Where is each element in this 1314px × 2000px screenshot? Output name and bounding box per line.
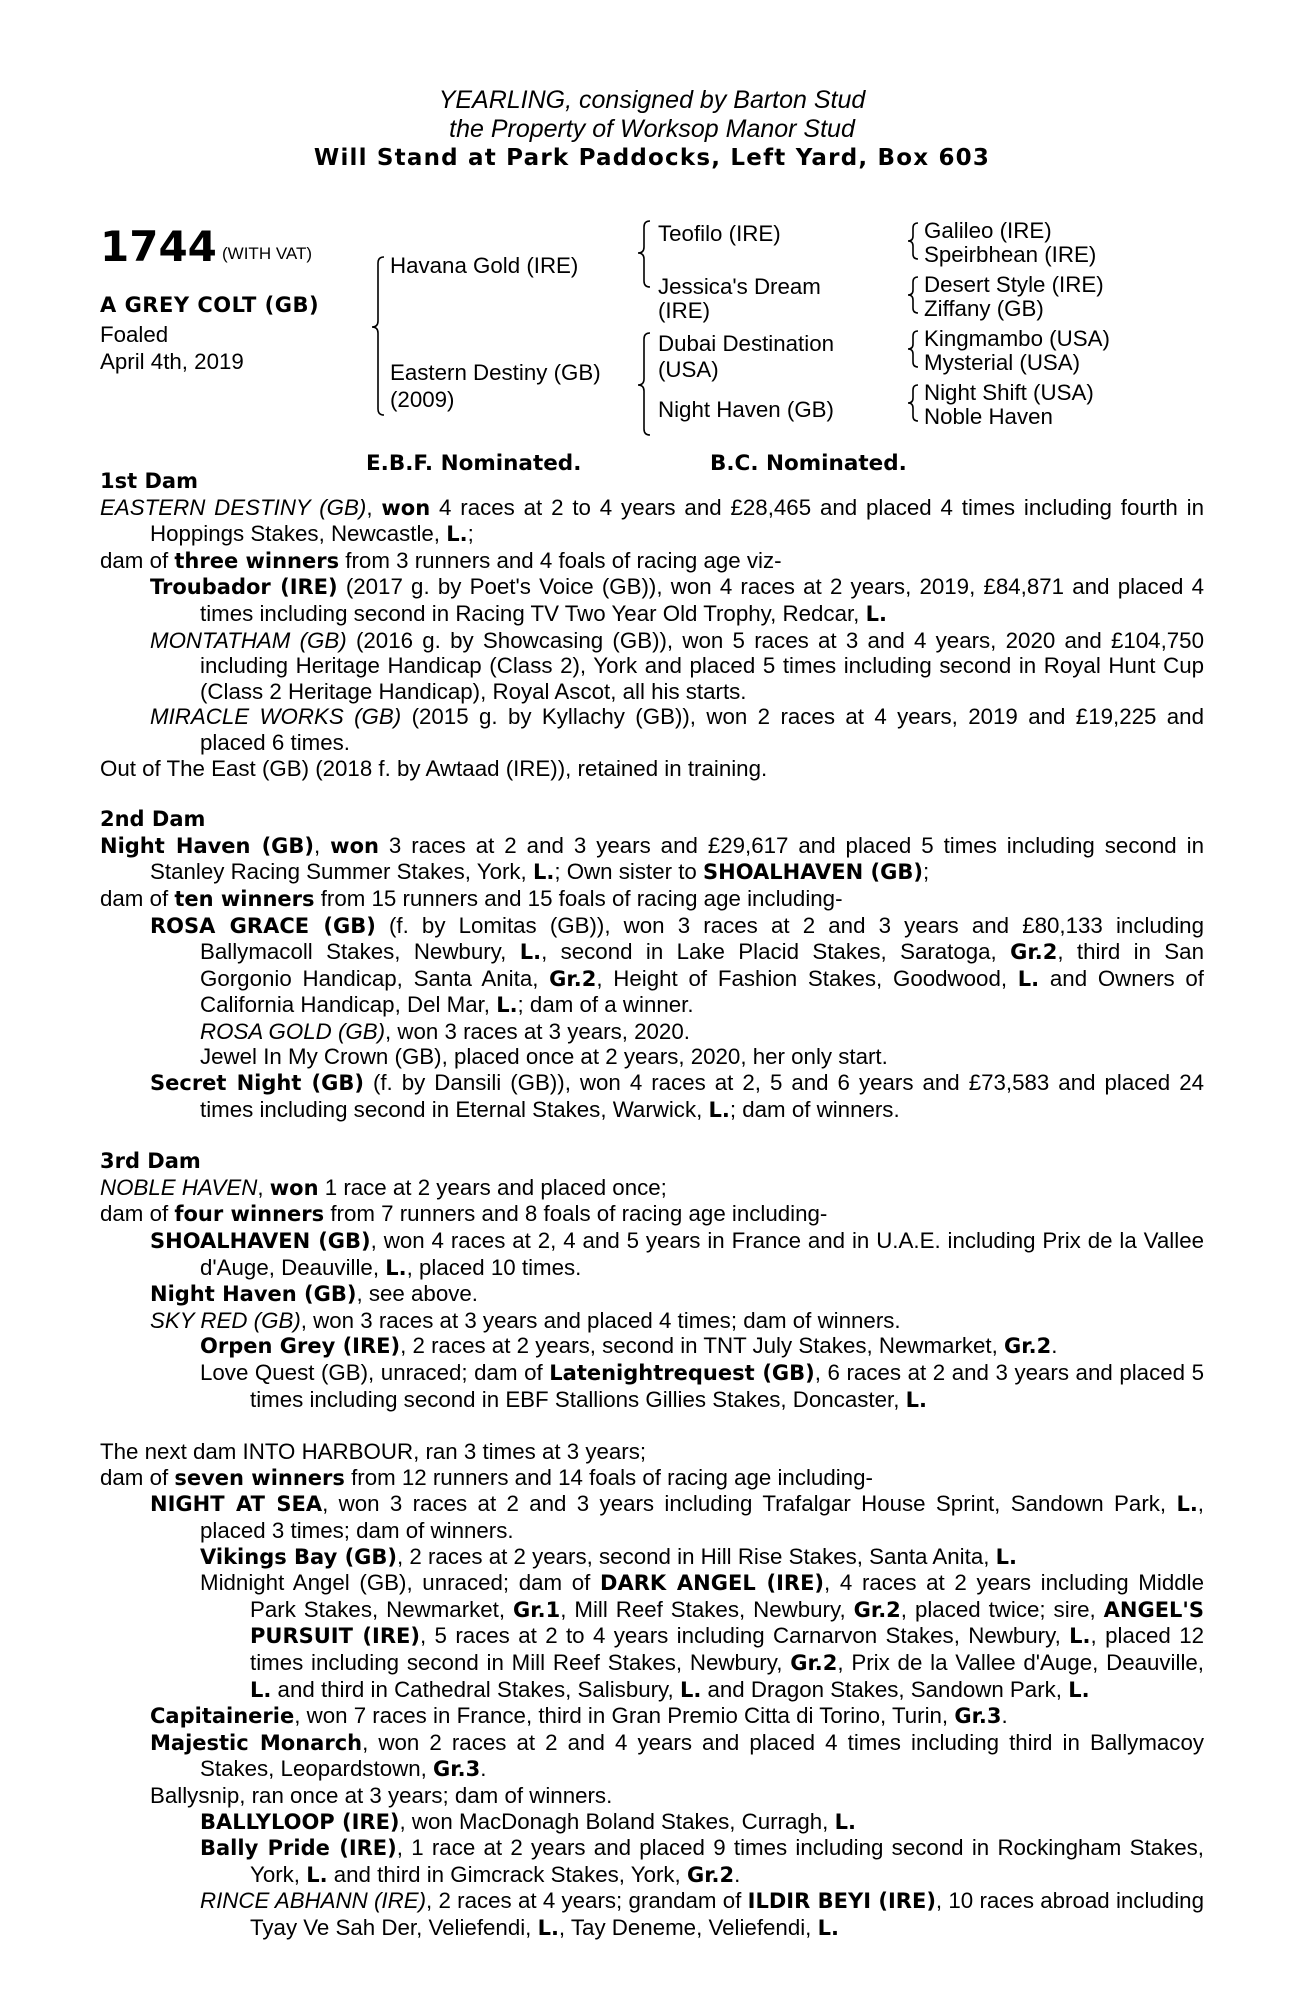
produce-bally-pride: Bally Pride (IRE), 1 race at 2 years and placed 9 times including second in Rockingham Stakes, York, L. and third in Gimcrack Stakes, York, Gr.2. [200,1835,1204,1887]
ebf-nominated: E.B.F. Nominated. [366,451,582,476]
produce-ballyloop: BALLYLOOP (IRE), won MacDonagh Boland Stakes, Curragh, L. [200,1808,856,1834]
fourth-dam-summary: dam of seven winners from 12 runners and 14 foals of racing age including- [100,1464,873,1490]
vat-note: (WITH VAT) [222,244,313,263]
produce-rosa-grace: ROSA GRACE (GB) (f. by Lomitas (GB)), won 3 races at 2 and 3 years and £80,133 including Ballymacoll Stakes, Newbury, L., second in Lake Placid Stakes, Saratoga, Gr.2, third in San Gorgonio Handicap, Santa Anita, Gr.2, Height of Fashion Stakes, Goodwood, L. and Owners of California Handicap, Del Mar, L.; dam of a winner. [150,912,1205,1018]
fourth-dam-entry: The next dam INTO HARBOUR, ran 3 times at 3 years; [100,1439,647,1465]
gen3-dds: Night Shift (USA) [924,380,1094,405]
produce-miracle-works: MIRACLE WORKS (GB) (2015 g. by Kyllachy (GB)), won 2 races at 4 years, 2019 and £19,225 and placed 6 times. [150,704,1204,755]
first-dam-entry: EASTERN DESTINY (GB), won 4 races at 2 to 4 years and £28,465 and placed 4 times including fourth in Hoppings Stakes, Newcastle, L.; [100,494,1205,547]
sires-dam-line1: Jessica's Dream [658,274,821,299]
produce-jewel-in-my-crown: Jewel In My Crown (GB), placed once at 2 years, 2020, her only start. [200,1044,888,1070]
produce-out-of-the-east: Out of The East (GB) (2018 f. by Awtaad (IRE)), retained in training. [100,755,768,781]
produce-rosa-gold: ROSA GOLD (GB), won 3 races at 3 years, 2020. [200,1018,690,1044]
lot-header [100,86,1204,173]
third-dam-entry: NOBLE HAVEN, won 1 race at 2 years and placed once; [100,1174,667,1200]
pedigree-block [100,201,1204,476]
gen3-dsd: Mysterial (USA) [924,350,1081,375]
produce-montatham: MONTATHAM (GB) (2016 g. by Showcasing (GB)), won 5 races at 3 and 4 years, 2020 and £104,750 including Heritage Handicap (Class 2), York and placed 5 times including second in Royal Hunt Cup (Class 2 Heritage Handicap), Royal Ascot, all his starts. [150,627,1204,704]
produce-ballysnip: Ballysnip, ran once at 3 years; dam of winners. [150,1782,613,1808]
produce-vikings-bay: Vikings Bay (GB), 2 races at 2 years, second in Hill Rise Stakes, Santa Anita, L. [200,1543,1017,1569]
sires-sire: Teofilo (IRE) [658,221,781,246]
first-dam-heading: 1st Dam [100,469,198,493]
produce-troubador: Troubador (IRE) (2017 g. by Poet's Voice (GB)), won 4 races at 2 years, 2019, £84,871 and placed 4 times including second in Racing TV Two Year Old Trophy, Redcar, L. [150,574,1204,626]
dam-foaled-year: (2009) [390,387,455,412]
produce-majestic-monarch: Majestic Monarch, won 2 races at 2 and 4 years and placed 4 times including third in Ballymacoy Stakes, Leopardstown, Gr.3. [150,1729,1204,1782]
lot-description: A GREY COLT (GB) [100,293,320,317]
dam-name-italic: EASTERN DESTINY (GB) [100,494,367,520]
second-dam-summary: dam of ten winners from 15 runners and 15 foals of racing age including- [100,885,843,911]
sires-dam-line2: (IRE) [658,298,711,323]
first-dam-summary: dam of three winners from 3 runners and 4 foals of racing age viz- [100,547,782,573]
produce-sky-red: SKY RED (GB), won 3 races at 3 years and placed 4 times; dam of winners. [150,1307,901,1333]
second-dam-entry: Night Haven (GB), won 3 races at 2 and 3 years and £29,617 and placed 5 times including second in Stanley Racing Summer Stakes, York, L.; Own sister to SHOALHAVEN (GB); [100,832,1204,885]
lot-number: 1744 [100,222,217,271]
produce-night-haven: Night Haven (GB), see above. [150,1281,478,1307]
gen3-ddd: Noble Haven [924,404,1053,429]
produce-night-at-sea: NIGHT AT SEA, won 3 races at 2 and 3 years including Trafalgar House Sprint, Sandown Park, L., placed 3 times; dam of winners. [150,1491,1204,1543]
foaled-label: Foaled [100,322,169,347]
gen3-sds: Desert Style (IRE) [924,272,1104,297]
dam-name-line1: Eastern Destiny (GB) [390,360,601,385]
foaled-date: April 4th, 2019 [100,349,244,374]
produce-love-quest: Love Quest (GB), unraced; dam of Latenightrequest (GB), 6 races at 2 and 3 years and placed 5 times including second in EBF Stallions Gillies Stakes, Doncaster, L. [200,1360,1204,1412]
second-dam-heading: 2nd Dam [100,807,206,832]
third-dam-summary: dam of four winners from 7 runners and 8 foals of racing age including- [100,1201,828,1227]
produce-shoalhaven: SHOALHAVEN (GB), won 4 races at 2, 4 and 5 years in France and in U.A.E. including Prix de la Vallee d'Auge, Deauville, L., placed 10 times. [150,1228,1204,1280]
stabling-line: Will Stand at Park Paddocks, Left Yard, Box 603 [313,145,991,171]
produce-record [100,469,1204,1941]
dam-name [390,359,601,413]
produce-rince-abhann: RINCE ABHANN (IRE), 2 races at 4 years; grandam of ILDIR BEYI (IRE), 10 races abroad including Tyay Ve Sah Der, Veliefendi, L., Tay Deneme, Veliefendi, L. [200,1888,1204,1940]
sires-dam [658,275,821,323]
property-line: the Property of Worksop Manor Stud [449,115,855,143]
dams-sire [658,331,834,383]
sire-name: Havana Gold (IRE) [390,253,579,278]
gen3-sss: Galileo (IRE) [924,218,1052,243]
gen3-ssd: Speirbhean (IRE) [924,242,1097,267]
produce-orpen-grey: Orpen Grey (IRE), 2 races at 2 years, second in TNT July Stakes, Newmarket, Gr.2. [200,1333,1058,1359]
dams-dam: Night Haven (GB) [658,397,834,422]
produce-capitainerie: Capitainerie, won 7 races in France, third in Gran Premio Citta di Torino, Turin, Gr.3. [150,1703,1008,1729]
bc-nominated: B.C. Nominated. [710,451,907,476]
dams-sire-line1: Dubai Destination [658,331,835,356]
third-dam-heading: 3rd Dam [100,1149,201,1174]
gen3-dss: Kingmambo (USA) [924,326,1110,351]
consignor-line: YEARLING, consigned by Barton Stud [438,86,866,114]
produce-midnight-angel: Midnight Angel (GB), unraced; dam of DARK ANGEL (IRE), 4 races at 2 years including Middle Park Stakes, Newmarket, Gr.1, Mill Reef Stakes, Newbury, Gr.2, placed twice; sire, ANGEL'S PURSUIT (IRE), 5 races at 2 to 4 years including Carnarvon Stakes, Newbury, L., placed 12 times including second in Mill Reef Stakes, Newbury, Gr.2, Prix de la Vallee d'Auge, Deauville, L. and third in Cathedral Stakes, Salisbury, L. and Dragon Stakes, Sandown Park, L. [200,1570,1204,1702]
catalogue-page [100,86,1204,1941]
gen3-sdd: Ziffany (GB) [924,296,1044,321]
produce-secret-night: Secret Night (GB) (f. by Dansili (GB)), won 4 races at 2, 5 and 6 years and £73,583 and placed 24 times including second in Eternal Stakes, Warwick, L.; dam of winners. [150,1070,1205,1122]
dams-sire-line2: (USA) [658,357,719,382]
